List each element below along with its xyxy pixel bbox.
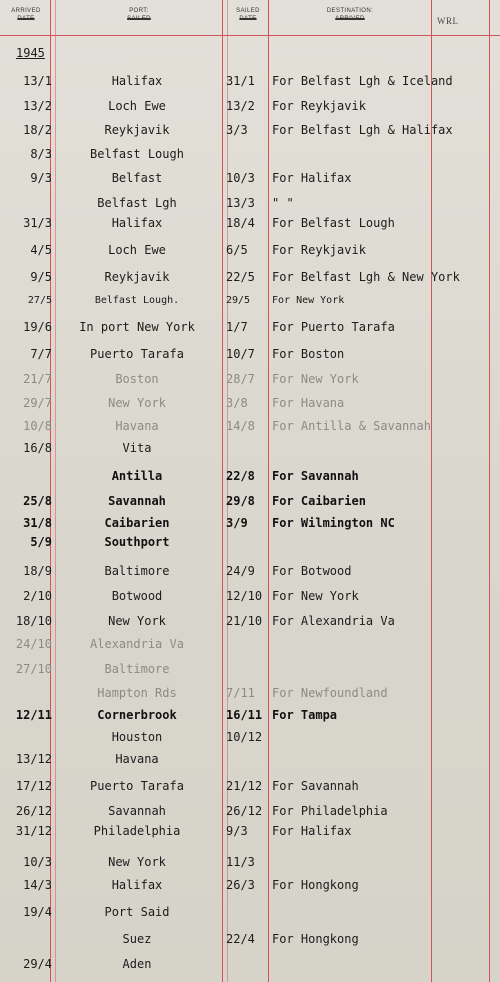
port-name: Baltimore	[104, 564, 170, 578]
sailed-date: 29/8	[226, 494, 255, 508]
log-row	[0, 99, 500, 119]
port-name: Belfast Lough	[90, 147, 184, 161]
port-name: New York	[108, 396, 166, 410]
destination-text: For Boston	[272, 347, 345, 361]
log-row	[0, 196, 500, 216]
header-sailed-date: SAILED DATE	[236, 8, 260, 22]
sailed-date: 13/2	[226, 99, 255, 113]
header-port: PORT: SAILED	[127, 8, 151, 22]
sailed-date: 3/3	[226, 123, 248, 137]
sailed-date: 26/3	[226, 878, 255, 892]
sailed-date: 13/3	[226, 196, 255, 210]
port-name: New York	[108, 614, 166, 628]
arrived-date: 13/12	[15, 752, 52, 766]
port-name: Halifax	[111, 878, 163, 892]
log-row	[0, 535, 500, 555]
arrived-date: 29/4	[23, 957, 52, 971]
log-row	[0, 243, 500, 263]
destination-text: For Antilla & Savannah	[272, 419, 431, 433]
port-name: Houston	[111, 730, 163, 744]
destination-text: For Havana	[272, 396, 345, 410]
destination-text: For Puerto Tarafa	[272, 320, 395, 334]
log-row	[0, 441, 500, 461]
log-row	[0, 295, 500, 315]
destination-text: For Alexandria Va	[272, 614, 395, 628]
destination-text: For Tampa	[272, 708, 338, 722]
port-name: Loch Ewe	[108, 243, 166, 257]
port-name: Havana	[115, 752, 159, 766]
log-row	[0, 878, 500, 898]
sailed-date: 14/8	[226, 419, 255, 433]
sailed-date: 10/3	[226, 171, 255, 185]
sailed-date: 31/1	[226, 74, 255, 88]
log-row	[0, 779, 500, 799]
arrived-date: 26/12	[15, 804, 52, 818]
log-row	[0, 74, 500, 94]
sailed-date: 9/3	[226, 824, 248, 838]
sailed-date: 28/7	[226, 372, 255, 386]
port-name: Havana	[115, 419, 159, 433]
arrived-date: 19/6	[23, 320, 52, 334]
port-name: Suez	[122, 932, 152, 946]
log-row	[0, 804, 500, 824]
arrived-date: 13/2	[23, 99, 52, 113]
destination-text: For Wilmington NC	[272, 516, 395, 530]
sailed-date: 24/9	[226, 564, 255, 578]
arrived-date: 4/5	[30, 243, 52, 257]
log-row	[0, 730, 500, 750]
sailed-date: 7/11	[226, 686, 255, 700]
log-row	[0, 216, 500, 236]
log-row	[0, 662, 500, 682]
destination-text: For Reykjavik	[272, 243, 366, 257]
arrived-date: 2/10	[23, 589, 52, 603]
destination-text: For Belfast Lgh & Halifax	[272, 123, 453, 137]
arrived-date: 10/8	[23, 419, 52, 433]
destination-text: For New York	[272, 295, 345, 306]
port-name: Boston	[115, 372, 159, 386]
log-row	[0, 614, 500, 634]
arrived-date: 10/3	[23, 855, 52, 869]
log-row	[0, 494, 500, 514]
destination-text: For Belfast Lgh & Iceland	[272, 74, 453, 88]
port-name: Belfast	[111, 171, 163, 185]
sailed-date: 22/4	[226, 932, 255, 946]
arrived-date: 25/8	[23, 494, 52, 508]
log-row	[0, 637, 500, 657]
port-name: Belfast Lgh	[97, 196, 177, 210]
arrived-date: 21/7	[23, 372, 52, 386]
destination-text: For Reykjavik	[272, 99, 366, 113]
log-row	[0, 469, 500, 489]
sailed-date: 10/12	[226, 730, 263, 744]
log-row	[0, 855, 500, 875]
sailed-date: 26/12	[226, 804, 263, 818]
destination-text: For Hongkong	[272, 932, 359, 946]
sailed-date: 16/11	[226, 708, 263, 722]
log-row	[0, 123, 500, 143]
sailed-date: 12/10	[226, 589, 263, 603]
sailed-date: 22/8	[226, 469, 255, 483]
sailed-date: 21/10	[226, 614, 263, 628]
port-name: Botwood	[111, 589, 163, 603]
port-name: Belfast Lough.	[94, 295, 180, 306]
port-name: Loch Ewe	[108, 99, 166, 113]
destination-text: For New York	[272, 372, 359, 386]
arrived-date: 31/3	[23, 216, 52, 230]
log-row	[0, 564, 500, 584]
log-row	[0, 516, 500, 536]
port-name: Savannah	[108, 494, 166, 508]
sailed-date: 3/8	[226, 396, 248, 410]
port-name: Southport	[104, 535, 170, 549]
port-name: Philadelphia	[93, 824, 181, 838]
arrived-date: 18/10	[15, 614, 52, 628]
arrived-date: 18/9	[23, 564, 52, 578]
destination-text: For Philadelphia	[272, 804, 388, 818]
arrived-date: 17/12	[15, 779, 52, 793]
arrived-date: 27/5	[27, 295, 52, 306]
destination-text: For Botwood	[272, 564, 352, 578]
log-row	[0, 824, 500, 844]
arrived-date: 16/8	[23, 441, 52, 455]
sailed-date: 10/7	[226, 347, 255, 361]
port-name: Halifax	[111, 216, 163, 230]
sailed-date: 22/5	[226, 270, 255, 284]
log-row	[0, 270, 500, 290]
arrived-date: 5/9	[30, 535, 52, 549]
port-name: Halifax	[111, 74, 163, 88]
port-name: Antilla	[111, 469, 163, 483]
header-wrl: WRL	[437, 16, 459, 26]
header-rule	[0, 35, 500, 36]
arrived-date: 31/8	[23, 516, 52, 530]
log-row	[0, 396, 500, 416]
header-destination: DESTINATION: ARRIVED	[326, 8, 374, 22]
arrived-date: 13/1	[23, 74, 52, 88]
log-row	[0, 320, 500, 340]
log-row	[0, 171, 500, 191]
destination-text: For Savannah	[272, 779, 359, 793]
arrived-date: 24/10	[15, 637, 52, 651]
log-row	[0, 957, 500, 977]
sailed-date: 1/7	[226, 320, 248, 334]
port-name: Baltimore	[104, 662, 170, 676]
destination-text: For Belfast Lgh & New York	[272, 270, 460, 284]
arrived-date: 14/3	[23, 878, 52, 892]
sailed-date: 18/4	[226, 216, 255, 230]
arrived-date: 19/4	[23, 905, 52, 919]
port-name: Reykjavik	[104, 123, 170, 137]
destination-text: For Savannah	[272, 469, 359, 483]
log-row	[0, 589, 500, 609]
log-row	[0, 905, 500, 925]
arrived-date: 29/7	[23, 396, 52, 410]
header-arrived-date: ARRIVED DATE	[11, 8, 41, 22]
arrived-date: 8/3	[30, 147, 52, 161]
port-name: Aden	[122, 957, 152, 971]
arrived-date: 31/12	[15, 824, 52, 838]
destination-text: For Caibarien	[272, 494, 366, 508]
arrived-date: 9/5	[30, 270, 52, 284]
log-row	[0, 347, 500, 367]
year-heading: 1945	[16, 46, 45, 60]
destination-text: For New York	[272, 589, 359, 603]
destination-text: For Newfoundland	[272, 686, 388, 700]
log-row	[0, 686, 500, 706]
port-name: New York	[108, 855, 166, 869]
destination-text: For Belfast Lough	[272, 216, 395, 230]
log-row	[0, 932, 500, 952]
port-name: Alexandria Va	[90, 637, 184, 651]
sailed-date: 11/3	[226, 855, 255, 869]
destination-text: For Hongkong	[272, 878, 359, 892]
arrived-date: 7/7	[30, 347, 52, 361]
sailed-date: 6/5	[226, 243, 248, 257]
log-row	[0, 147, 500, 167]
port-name: Savannah	[108, 804, 166, 818]
arrived-date: 27/10	[15, 662, 52, 676]
log-row	[0, 372, 500, 392]
log-row	[0, 752, 500, 772]
sailed-date: 29/5	[226, 295, 251, 306]
log-row	[0, 419, 500, 439]
log-row	[0, 708, 500, 728]
port-name: Hampton Rds	[97, 686, 177, 700]
port-name: Caibarien	[104, 516, 170, 530]
destination-text: For Halifax	[272, 824, 352, 838]
port-name: Cornerbrook	[97, 708, 177, 722]
port-name: Port Said	[104, 905, 170, 919]
port-name: Vita	[122, 441, 152, 455]
arrived-date: 12/11	[15, 708, 52, 722]
sailed-date: 3/9	[226, 516, 248, 530]
port-name: Puerto Tarafa	[90, 779, 184, 793]
port-name: In port New York	[79, 320, 195, 334]
sailed-date: 21/12	[226, 779, 263, 793]
destination-text: For Halifax	[272, 171, 352, 185]
port-name: Reykjavik	[104, 270, 170, 284]
destination-text: " "	[272, 196, 294, 210]
arrived-date: 18/2	[23, 123, 52, 137]
port-name: Puerto Tarafa	[90, 347, 184, 361]
arrived-date: 9/3	[30, 171, 52, 185]
